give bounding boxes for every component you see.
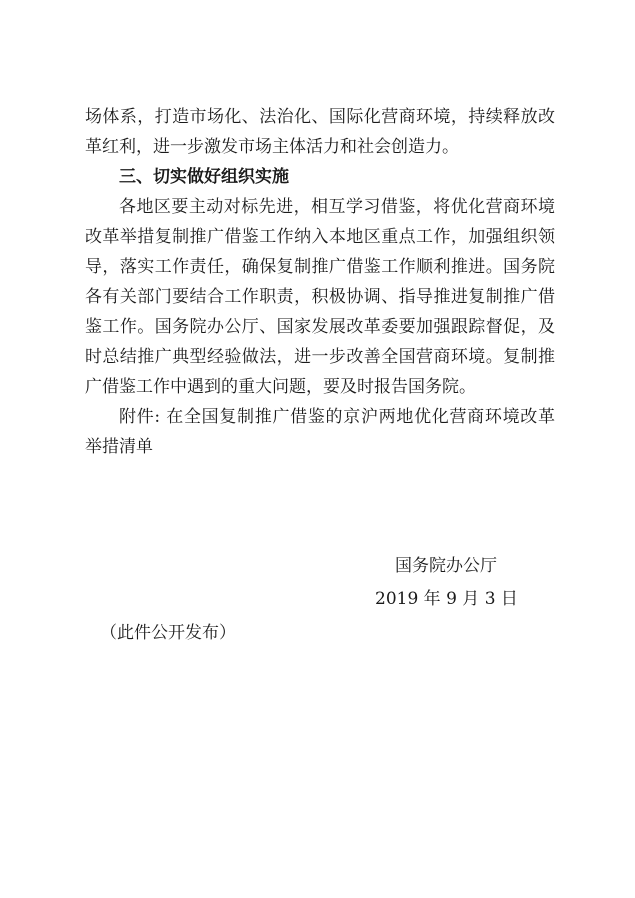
signature-date: 2019 年 9 月 3 日: [375, 589, 518, 609]
paragraph-continuation: 场体系，打造市场化、法治化、国际化营商环境，持续释放改革红利，进一步激发市场主体活力和社会创造力。: [85, 107, 555, 157]
section-heading: 三、切实做好组织实施: [119, 167, 289, 187]
public-release-note: （此件公开发布）: [100, 623, 236, 643]
document-body: [85, 102, 555, 462]
signature-organization: 国务院办公厅: [395, 556, 497, 576]
paragraph-implementation: 各地区要主动对标先进，相互学习借鉴，将优化营商环境改革举措复制推广借鉴工作纳入本地区重点工作，加强组织领导，落实工作责任，确保复制推广借鉴工作顺利推进。国务院各有关部门要结合工作职责，积极协调、指导推进复制推广借鉴工作。国务院办公厅、国家发展改革委要加强跟踪督促，及时总结推广典型经验做法，进一步改善全国营商环境。复制推广借鉴工作中遇到的重大问题，要及时报告国务院。: [85, 197, 555, 397]
attachment-note: 附件: 在全国复制推广借鉴的京沪两地优化营商环境改革举措清单: [85, 407, 555, 457]
